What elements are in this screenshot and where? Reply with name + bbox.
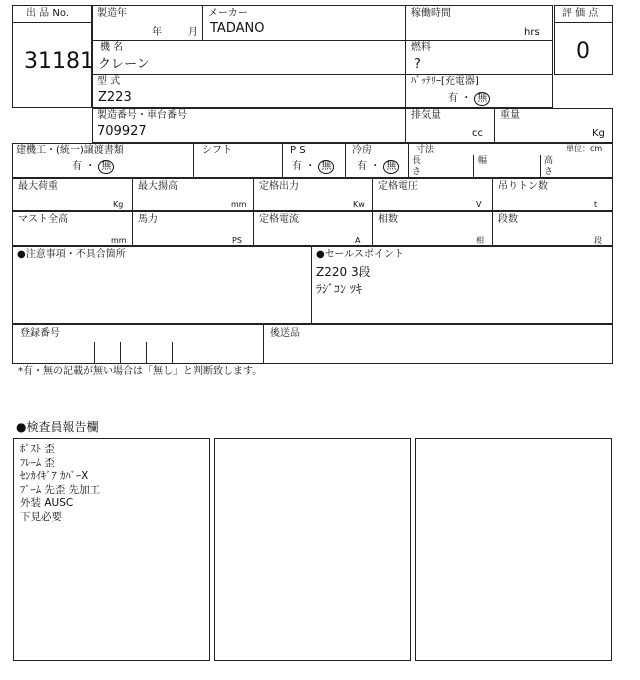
displacement-label: 排気量 xyxy=(411,110,441,121)
model-name-label: 機 名 xyxy=(100,42,124,53)
registration-number-label: 登録番号 xyxy=(20,328,60,339)
ps-yes: 有 xyxy=(292,161,302,172)
horsepower-unit: PS xyxy=(232,236,242,245)
width-label: 幅 xyxy=(478,156,488,166)
score-value: 0 xyxy=(576,39,590,64)
caution-label: ●注意事項・不具合箇所 xyxy=(17,249,126,260)
year-unit-m: 月 xyxy=(188,27,198,38)
serial-value: 709927 xyxy=(97,124,147,139)
hoist-tonnage-unit: t xyxy=(594,200,598,209)
hours-unit: hrs xyxy=(524,27,540,38)
inspector-note-line: ｾﾝｶｲｷﾞｱ ｶﾊﾞｰX xyxy=(20,470,89,482)
max-load-unit: Kg xyxy=(113,200,124,209)
hoist-tonnage-label: 吊りトン数 xyxy=(498,181,548,192)
inspector-notes xyxy=(20,443,100,524)
rated-current-unit: A xyxy=(355,236,361,245)
footnote: *有・無の記載が無い場合は「無し」と判断致します。 xyxy=(18,366,263,377)
stages-label: 段数 xyxy=(498,214,518,225)
transfer-docs-yes: 有 xyxy=(72,161,82,172)
rated-output-label: 定格出力 xyxy=(259,181,299,192)
rated-voltage-label: 定格電圧 xyxy=(378,181,418,192)
transfer-docs-label: 建機工・(統一)譲渡書類 xyxy=(16,145,124,156)
manufacture-year-label: 製造年 xyxy=(97,8,127,19)
inspector-box-2 xyxy=(214,438,411,661)
lot-number-value: 31181 xyxy=(24,49,94,74)
rated-output-unit: Kw xyxy=(353,200,365,209)
model-type-label: 型 式 xyxy=(97,76,121,87)
cooler-no-circled: 無 xyxy=(383,160,399,174)
inspector-note-line: ﾌﾞｰﾑ 先歪 先加工 xyxy=(20,483,101,496)
horsepower-label: 馬力 xyxy=(138,214,158,225)
sales-point-label: ●セールスポイント xyxy=(316,249,404,260)
shift-label: シフト xyxy=(202,145,232,156)
registration-row xyxy=(12,324,613,364)
score-label: 評 価 点 xyxy=(562,8,599,19)
sales-point-line-1: Z220 3段 xyxy=(316,265,371,279)
cooler-label: 冷房 xyxy=(352,145,372,156)
cooler-yes: 有 xyxy=(357,161,367,172)
ps-options: 有 ・ 無 xyxy=(292,160,334,174)
inspector-report-title: ●検査員報告欄 xyxy=(16,420,99,434)
inspector-note-line: ﾌﾚｰﾑ 歪 xyxy=(20,456,55,469)
cooler-options: 有 ・ 無 xyxy=(357,160,399,174)
lot-number-label: 出 品 No. xyxy=(26,8,69,19)
max-lift-unit: mm xyxy=(231,200,247,209)
stages-unit: 段 xyxy=(594,236,602,245)
mast-height-unit: mm xyxy=(111,236,127,245)
displacement-unit: cc xyxy=(472,128,483,139)
battery-no-circled: 無 xyxy=(474,92,490,106)
model-name-value: クレーン xyxy=(98,57,150,72)
dimensions-label: 寸法 xyxy=(416,145,435,155)
inspector-note-line: 下見必要 xyxy=(20,510,62,523)
fuel-value: ? xyxy=(414,57,421,72)
serial-label: 製造番号・車台番号 xyxy=(97,110,187,121)
maker-label: メーカー xyxy=(208,8,248,19)
maker-value: TADANO xyxy=(210,21,265,36)
battery-label: ﾊﾞｯﾃﾘｰ[充電器] xyxy=(411,76,479,87)
year-unit-y: 年 xyxy=(152,27,162,38)
max-load-label: 最大荷重 xyxy=(18,181,58,192)
max-lift-label: 最大揚高 xyxy=(138,181,178,192)
operating-hours-label: 稼働時間 xyxy=(411,8,451,19)
transfer-docs-options: 有 ・ 無 xyxy=(72,160,114,174)
weight-unit: Kg xyxy=(592,128,605,139)
dimensions-unit: 単位：cm xyxy=(566,144,603,153)
sales-point-line-2: ﾗｼﾞｺﾝ ﾂｷ xyxy=(316,282,362,296)
phase-unit: 相 xyxy=(476,236,484,245)
rated-voltage-unit: V xyxy=(476,200,482,209)
model-type-value: Z223 xyxy=(98,90,132,105)
rated-current-label: 定格電流 xyxy=(259,214,299,225)
inspector-note-line: ﾎﾟｽﾄ 歪 xyxy=(20,443,55,455)
inspector-note-line: 外装 AUSC xyxy=(20,497,74,509)
ps-label: P S xyxy=(290,145,306,156)
spec-row-3 xyxy=(12,211,613,246)
battery-yes: 有 xyxy=(448,93,458,104)
weight-label: 重量 xyxy=(500,110,520,121)
length-label: 長さ xyxy=(412,156,422,177)
transfer-docs-no-circled: 無 xyxy=(98,160,114,174)
mast-height-label: マスト全高 xyxy=(18,214,68,225)
ps-no-circled: 無 xyxy=(318,160,334,174)
inspector-box-3 xyxy=(415,438,612,661)
height-label: 高さ xyxy=(544,156,554,177)
shipping-items-label: 後送品 xyxy=(270,328,300,339)
fuel-label: 燃料 xyxy=(411,42,431,53)
battery-options: 有 ・ 無 xyxy=(448,92,490,106)
phase-label: 相数 xyxy=(378,214,398,225)
